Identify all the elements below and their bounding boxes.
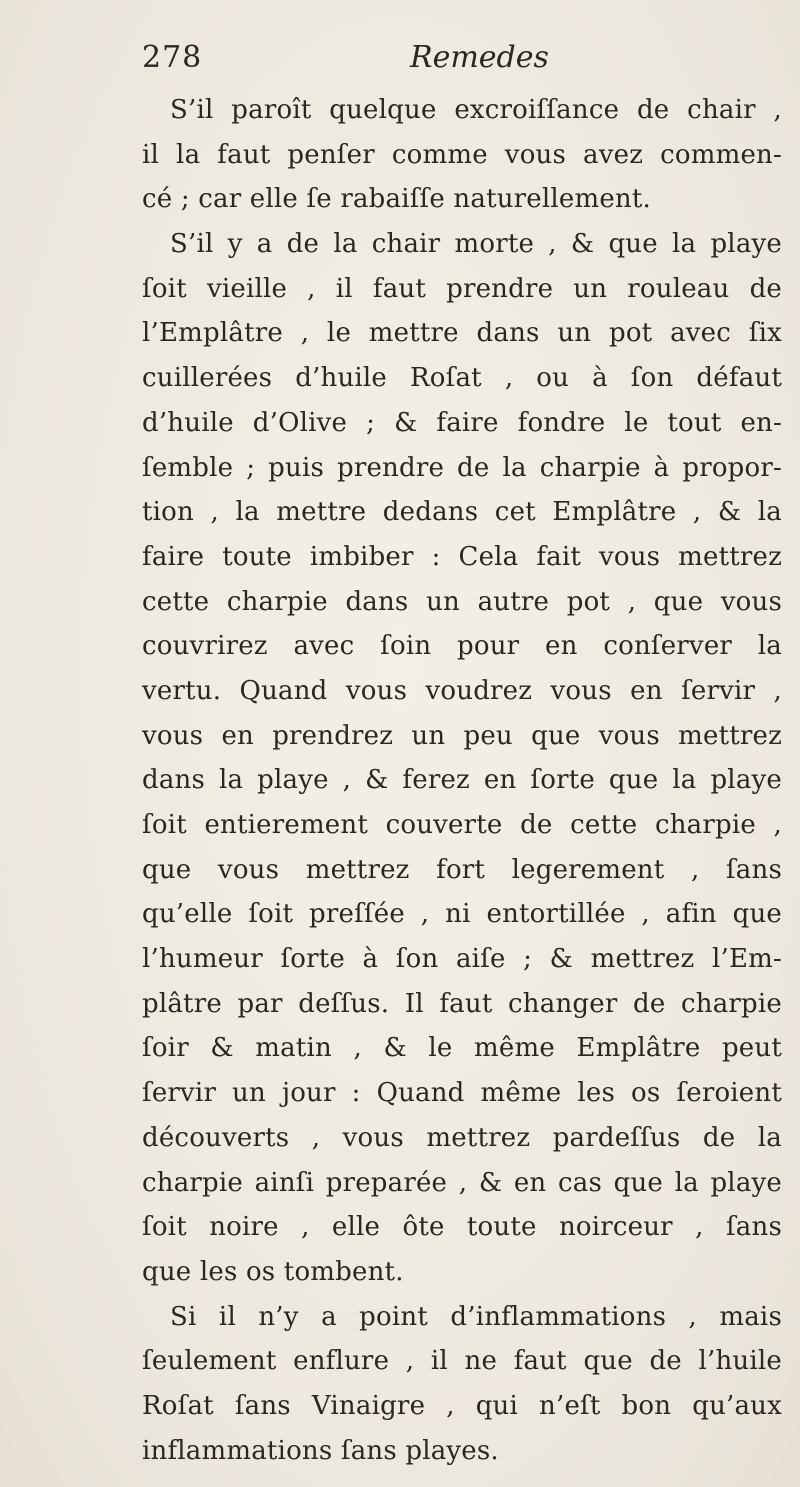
- text-line: ſeulement enflure , il ne faut que de l’huile: [142, 1346, 782, 1377]
- text-line: cé ; car elle ſe rabaiſſe naturellement.: [142, 184, 651, 215]
- text-line: que vous mettrez fort legerement , ſans: [142, 854, 782, 885]
- text-line: ſoit noire , elle ôte toute noirceur , ſans: [142, 1212, 782, 1243]
- text-line: Roſat ſans Vinaigre , qui n’eſt bon qu’aux: [142, 1390, 782, 1421]
- text-line: ſoir & matin , & le même Emplâtre peut: [142, 1033, 782, 1064]
- running-title: Remedes: [410, 40, 549, 75]
- text-line: ſervir un jour : Quand même les os ſeroient: [142, 1078, 782, 1109]
- text-line: d’huile d’Olive ; & faire fondre le tout en-: [142, 407, 782, 438]
- text-line: faire toute imbiber : Cela fait vous mettrez: [142, 541, 782, 572]
- text-line: ſemble ; puis prendre de la charpie à propor-: [142, 452, 782, 483]
- text-line: tion , la mettre dedans cet Emplâtre , & la: [142, 497, 782, 528]
- text-line: dans la playe , & ferez en ſorte que la playe: [142, 765, 782, 796]
- text-line: inflammations ſans playes.: [142, 1435, 499, 1466]
- text-line: ſoit entierement couverte de cette charpie ,: [142, 810, 782, 840]
- text-line: charpie ainſi preparée , & en cas que la playe: [142, 1167, 782, 1198]
- text-line: ſoit vieille , il faut prendre un rouleau de: [142, 273, 782, 304]
- text-line: couvrirez avec ſoin pour en conſerver la: [142, 631, 782, 662]
- text-line: qu’elle ſoit preſſée , ni entortillée , afin que: [142, 899, 782, 930]
- text-line: il la faut penſer comme vous avez commen-: [142, 139, 782, 170]
- text-line: cuillerées d’huile Roſat , ou à ſon défaut: [142, 363, 782, 394]
- text-line: S’il y a de la chair morte , & que la playe: [170, 229, 782, 260]
- text-line: l’humeur ſorte à ſon aiſe ; & mettrez l’Em-: [142, 944, 782, 975]
- text-line: S’il paroît quelque excroiſſance de chair ,: [170, 95, 782, 125]
- text-line: cette charpie dans un autre pot , que vous: [142, 586, 782, 617]
- text-line: vous en prendrez un peu que vous mettrez: [142, 720, 782, 751]
- text-line: l’Emplâtre , le mettre dans un pot avec ſix: [142, 318, 782, 349]
- running-head: [142, 40, 662, 90]
- page-number: 278: [142, 40, 203, 75]
- text-line: que les os tombent.: [142, 1256, 404, 1287]
- text-line: découverts , vous mettrez pardeſſus de la: [142, 1122, 782, 1153]
- body-text: [142, 88, 782, 1473]
- text-line: Si il n’y a point d’inflammations , mais: [170, 1301, 782, 1332]
- text-line: plâtre par deſſus. Il faut changer de charpie: [142, 988, 782, 1019]
- text-line: vertu. Quand vous voudrez vous en ſervir ,: [142, 675, 782, 706]
